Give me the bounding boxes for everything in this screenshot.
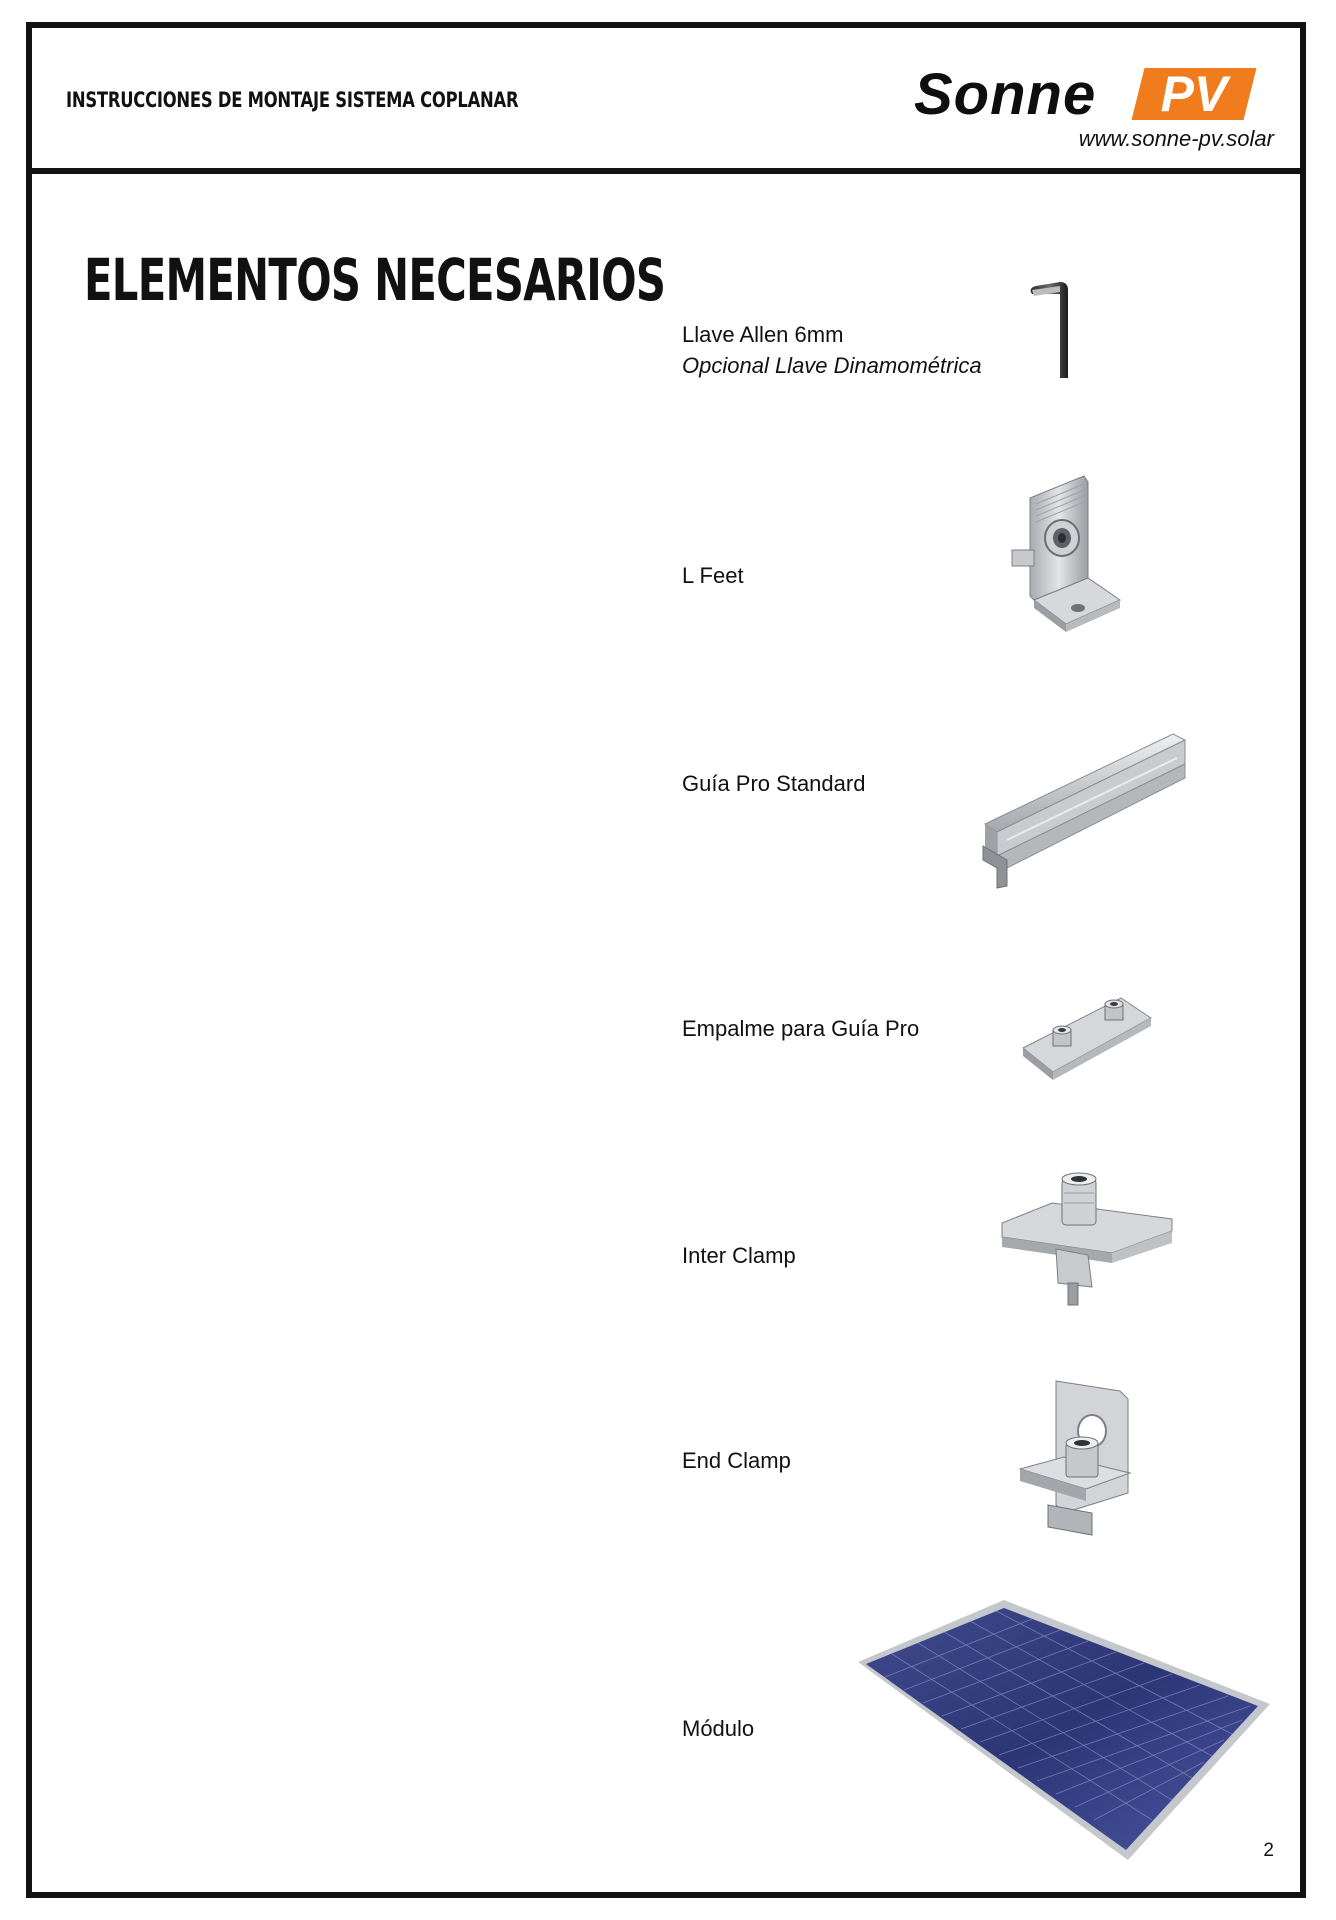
logo-badge: PV [1132,68,1257,120]
page-frame [26,22,1306,1898]
logo-wordmark: Sonne [914,62,1097,127]
item-label-allen-key: Llave Allen 6mm [682,322,844,347]
page-header [32,28,1300,174]
rail-icon [977,728,1197,898]
document-title: INSTRUCCIONES DE MONTAJE SISTEMA COPLANAR [66,88,519,112]
end-clamp-icon [1012,1373,1162,1548]
item-label-rail: Guía Pro Standard [682,771,866,796]
brand-logo [914,62,1274,156]
inter-clamp-icon [992,1163,1182,1323]
rail-splice-icon [1017,990,1157,1090]
l-feet-icon [992,468,1142,658]
page-number: 2 [1263,1840,1274,1861]
item-label-inter-clamp: Inter Clamp [682,1243,796,1268]
website-url: www.sonne-pv.solar [1078,126,1274,151]
item-label-module: Módulo [682,1716,755,1741]
section-title: ELEMENTOS NECESARIOS [84,246,666,314]
item-label-end-clamp: End Clamp [682,1448,791,1473]
item-sublabel-torque-wrench: Opcional Llave Dinamométrica [682,353,982,378]
solar-module-icon [854,1580,1274,1870]
allen-key-icon [1024,268,1114,388]
item-label-rail-splice: Empalme para Guía Pro [682,1016,920,1041]
item-label-l-feet: L Feet [682,563,744,588]
